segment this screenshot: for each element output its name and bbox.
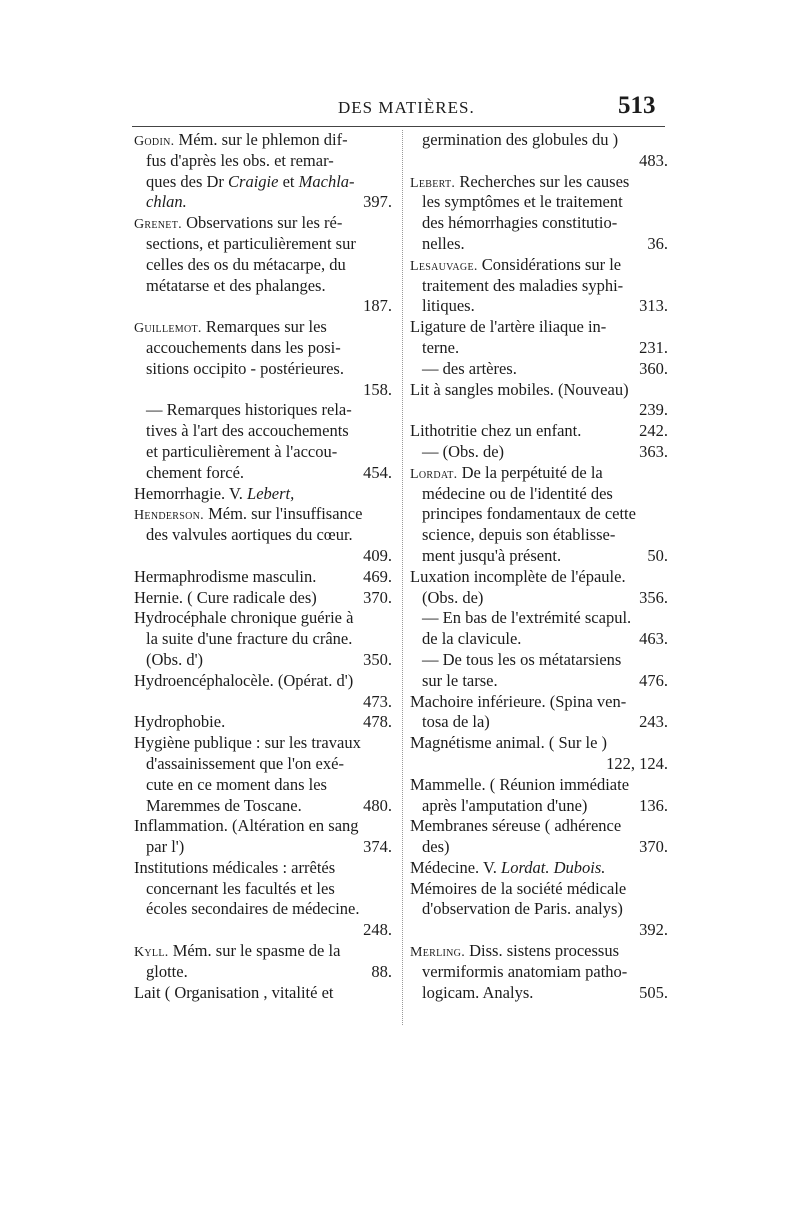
entry-text: Mém. sur le phlemon dif- <box>174 130 348 149</box>
index-line <box>134 671 392 692</box>
entry-text: Institutions médicales : arrêtés <box>134 857 336 877</box>
index-line <box>134 858 392 879</box>
index-line <box>410 837 668 858</box>
entry-text: chement forcé. <box>146 462 245 482</box>
index-line <box>134 588 392 609</box>
page-reference: 374. <box>363 837 392 857</box>
index-line <box>410 899 668 920</box>
entry-text: sitions occipito - postérieures. <box>146 358 344 378</box>
entry-text: d'observation de Paris. analys) <box>422 899 623 919</box>
page-reference: 463. <box>639 629 668 649</box>
entry-text: après l'amputation d'une) <box>422 795 588 815</box>
index-line <box>410 858 668 879</box>
entry-text: Maremmes de Toscane. <box>146 795 302 815</box>
index-line <box>134 962 392 983</box>
page-reference: 136. <box>639 795 668 815</box>
index-line <box>410 920 668 941</box>
index-line <box>410 442 668 463</box>
entry-text: celles des os du métacarpe, du <box>146 254 346 274</box>
entry-text: de la clavicule. <box>422 629 522 649</box>
page-reference: 158. <box>363 379 392 399</box>
entry-text: De la perpétuité de la <box>457 462 603 482</box>
index-line <box>410 463 668 484</box>
entry-text: par l') <box>146 837 185 857</box>
entry-text: terne. <box>422 337 460 357</box>
index-line <box>134 213 392 234</box>
index-line <box>134 692 392 713</box>
index-line <box>134 608 392 629</box>
entry-text: (Obs. de) <box>422 587 484 607</box>
author-name: Godin. <box>134 134 175 149</box>
page-reference: 88. <box>371 961 392 981</box>
index-line <box>134 359 392 380</box>
entry-text: des) <box>422 837 450 857</box>
index-line <box>134 504 392 525</box>
page-reference: 397. <box>363 192 392 212</box>
index-line <box>410 588 668 609</box>
entry-text: Lit à sangles mobiles. (Nouveau) <box>410 379 629 399</box>
index-line <box>134 151 392 172</box>
index-line <box>134 525 392 546</box>
index-line <box>410 775 668 796</box>
entry-text: Ligature de l'artère iliaque in- <box>410 317 607 337</box>
page-reference: 248. <box>363 920 392 940</box>
author-name: Grenet. <box>134 217 182 233</box>
page-reference: 392. <box>639 920 668 940</box>
page-reference: 239. <box>639 400 668 420</box>
page-reference: 350. <box>363 649 392 669</box>
index-line <box>410 255 668 276</box>
entry-text: sur le tarse. <box>422 670 498 690</box>
author-name: Lesauvage. <box>410 258 478 274</box>
index-line <box>410 421 668 442</box>
index-line <box>410 192 668 213</box>
entry-text: — (Obs. de) <box>422 441 505 461</box>
entry-text: Machoire inférieure. (Spina ven- <box>410 691 627 711</box>
entry-text: tives à l'art des accouchements <box>146 421 349 441</box>
entry-text: Membranes séreuse ( adhérence <box>410 816 622 836</box>
index-line <box>134 775 392 796</box>
index-line <box>410 525 668 546</box>
page-reference: 36. <box>647 233 668 253</box>
index-line <box>134 816 392 837</box>
index-line <box>134 296 392 317</box>
entry-text: sections, et particulièrement sur <box>146 233 356 253</box>
index-line <box>134 941 392 962</box>
entry-text: fus d'après les obs. et remar- <box>146 150 334 170</box>
index-line <box>410 276 668 297</box>
entry-text: — De tous les os métatarsiens <box>422 649 622 669</box>
index-line <box>410 317 668 338</box>
entry-text: Hermaphrodisme masculin. <box>134 566 317 586</box>
page-reference: 370. <box>363 587 392 607</box>
entry-text: Hydroencéphalocèle. (Opérat. d') <box>134 670 354 690</box>
index-line <box>134 234 392 255</box>
index-line <box>134 567 392 588</box>
italic-text: Machla- <box>298 171 355 191</box>
index-line <box>410 567 668 588</box>
index-line <box>410 629 668 650</box>
entry-text: Remarques sur les <box>201 317 327 337</box>
index-line <box>410 151 668 172</box>
entry-text: ques des D <box>146 171 219 191</box>
author-name: Kyll. <box>134 945 169 961</box>
index-line <box>134 712 392 733</box>
italic-text: Lordat. Dubois. <box>501 857 606 877</box>
index-line <box>134 463 392 484</box>
index-line <box>134 837 392 858</box>
index-line <box>134 920 392 941</box>
page-reference: 476. <box>639 670 668 690</box>
entry-text: Hydrophobie. <box>134 712 226 732</box>
page-reference: 360. <box>639 358 668 378</box>
entry-text: principes fondamentaux de cette <box>422 504 636 524</box>
page-reference: 187. <box>363 296 392 316</box>
entry-text: concernant les facultés et les <box>146 878 335 898</box>
entry-text: — des artères. <box>422 358 517 378</box>
left-column <box>134 130 392 1003</box>
page-reference: 469. <box>363 566 392 586</box>
index-line <box>134 317 392 338</box>
index-line <box>134 899 392 920</box>
index-line <box>134 754 392 775</box>
entry-text: accouchements dans les posi- <box>146 337 341 357</box>
index-line <box>134 733 392 754</box>
entry-text: écoles secondaires de médecine. <box>146 899 360 919</box>
entry-text: les symptômes et le traitement <box>422 192 623 212</box>
page-reference: 409. <box>363 545 392 565</box>
index-line <box>410 484 668 505</box>
index-line <box>134 255 392 276</box>
right-column <box>410 130 668 1003</box>
index-line <box>410 130 668 151</box>
index-line <box>134 130 392 151</box>
page-reference: 370. <box>639 837 668 857</box>
entry-text: Diss. sistens processus <box>465 941 620 961</box>
page-reference: 363. <box>639 441 668 461</box>
page-reference: 50. <box>647 545 668 565</box>
column-divider <box>402 130 403 1025</box>
entry-text: r <box>218 171 224 191</box>
page-reference: 313. <box>639 296 668 316</box>
page-reference: 483. <box>639 150 668 170</box>
italic-text: Craigie <box>228 171 279 191</box>
index-line <box>410 983 668 1004</box>
index-line <box>410 733 668 754</box>
entry-text: Recherches sur les causes <box>455 171 630 191</box>
entry-text: cute en ce moment dans les <box>146 774 327 794</box>
entry-text: tosa de la) <box>422 712 490 732</box>
index-line <box>134 484 392 505</box>
italic-text: chlan. <box>146 192 187 212</box>
index-line <box>134 380 392 401</box>
page-number: 513 <box>618 92 656 119</box>
index-line <box>410 962 668 983</box>
index-line <box>134 629 392 650</box>
index-line <box>134 421 392 442</box>
entry-text: Hernie. ( Cure radicale des) <box>134 587 317 607</box>
entry-text: Lithotritie chez un enfant. <box>410 421 582 441</box>
index-line <box>134 442 392 463</box>
entry-text: des hémorrhagies constitutio- <box>422 213 618 233</box>
page-reference: 122, 124. <box>606 753 668 773</box>
index-line <box>410 712 668 733</box>
page-reference: 242. <box>639 421 668 441</box>
entry-text: Observations sur les ré- <box>181 213 343 233</box>
entry-text: des valvules aortiques du cœur. <box>146 525 353 545</box>
entry-text: ment jusqu'à présent. <box>422 545 562 565</box>
page-reference: 231. <box>639 337 668 357</box>
page-reference: 454. <box>363 462 392 482</box>
index-line <box>410 338 668 359</box>
index-line <box>410 359 668 380</box>
entry-text: — Remarques historiques rela- <box>146 400 352 420</box>
entry-text: vermiformis anatomiam patho- <box>422 961 628 981</box>
index-line <box>410 400 668 421</box>
entry-text: la suite d'une fracture du crâne. <box>146 629 353 649</box>
index-line <box>410 608 668 629</box>
entry-text: glotte. <box>146 961 188 981</box>
index-line <box>134 338 392 359</box>
author-name: Lebert. <box>410 175 456 191</box>
index-line <box>134 983 392 1004</box>
index-line <box>410 941 668 962</box>
author-name: Henderson. <box>134 508 204 524</box>
index-line <box>410 692 668 713</box>
page-reference: 480. <box>363 795 392 815</box>
entry-text: Mém. sur le spasme de la <box>168 941 341 961</box>
index-line <box>410 296 668 317</box>
entry-text: Hemorrhagie. V. <box>134 483 248 503</box>
index-line <box>134 546 392 567</box>
author-name: Merling. <box>410 945 466 961</box>
index-line <box>410 380 668 401</box>
author-name: Lordat. <box>410 466 458 482</box>
author-name: Guillemot. <box>134 321 202 337</box>
index-line <box>410 504 668 525</box>
index-line <box>134 796 392 817</box>
entry-text: Médecine. V. <box>410 857 502 877</box>
entry-text: Inflammation. (Altération en sang <box>134 816 359 836</box>
entry-text: (Obs. d') <box>146 649 204 669</box>
entry-text: science, depuis son établisse- <box>422 525 616 545</box>
page-reference: 356. <box>639 587 668 607</box>
entry-text: Hydrocéphale chronique guérie à <box>134 608 354 628</box>
entry-text: litiques. <box>422 296 475 316</box>
index-line <box>410 671 668 692</box>
index-line <box>410 796 668 817</box>
entry-text: logicam. Analys. <box>422 982 534 1002</box>
entry-text: germination des globules du ) <box>422 130 619 149</box>
entry-text: médecine ou de l'identité des <box>422 483 613 503</box>
index-line <box>410 172 668 193</box>
index-line <box>410 234 668 255</box>
index-line <box>134 192 392 213</box>
entry-text: traitement des maladies syphi- <box>422 275 624 295</box>
page-reference: 505. <box>639 982 668 1002</box>
index-line <box>134 276 392 297</box>
entry-text: métatarse et des phalanges. <box>146 275 326 295</box>
index-line <box>410 650 668 671</box>
page-reference: 478. <box>363 712 392 732</box>
index-line <box>134 400 392 421</box>
index-line <box>410 879 668 900</box>
page-reference: 473. <box>363 691 392 711</box>
entry-text: Luxation incomplète de l'épaule. <box>410 566 626 586</box>
index-line <box>134 650 392 671</box>
entry-text: Considérations sur le <box>477 254 622 274</box>
entry-text: Mammelle. ( Réunion immédiate <box>410 774 630 794</box>
entry-text: et <box>278 171 299 191</box>
page-reference: 243. <box>639 712 668 732</box>
index-line <box>410 546 668 567</box>
index-line <box>134 172 392 193</box>
entry-text: nelles. <box>422 233 465 253</box>
index-line <box>410 213 668 234</box>
italic-text: Lebert, <box>247 483 295 503</box>
entry-text: d'assainissement que l'on exé- <box>146 753 344 773</box>
entry-text: et particulièrement à l'accou- <box>146 441 338 461</box>
entry-text: Mém. sur l'insuffisance <box>203 504 363 524</box>
index-line <box>134 879 392 900</box>
entry-text: — En bas de l'extrémité scapul. <box>422 608 632 628</box>
running-header-title: DES MATIÈRES. <box>338 98 475 117</box>
index-line <box>410 816 668 837</box>
entry-text: Mémoires de la société médicale <box>410 878 627 898</box>
entry-text: Hygiène publique : sur les travaux <box>134 733 361 753</box>
entry-text: Magnétisme animal. ( Sur le ) <box>410 733 608 753</box>
index-line <box>410 754 668 775</box>
header-rule <box>132 126 665 127</box>
entry-text: Lait ( Organisation , vitalité et <box>134 982 334 1002</box>
